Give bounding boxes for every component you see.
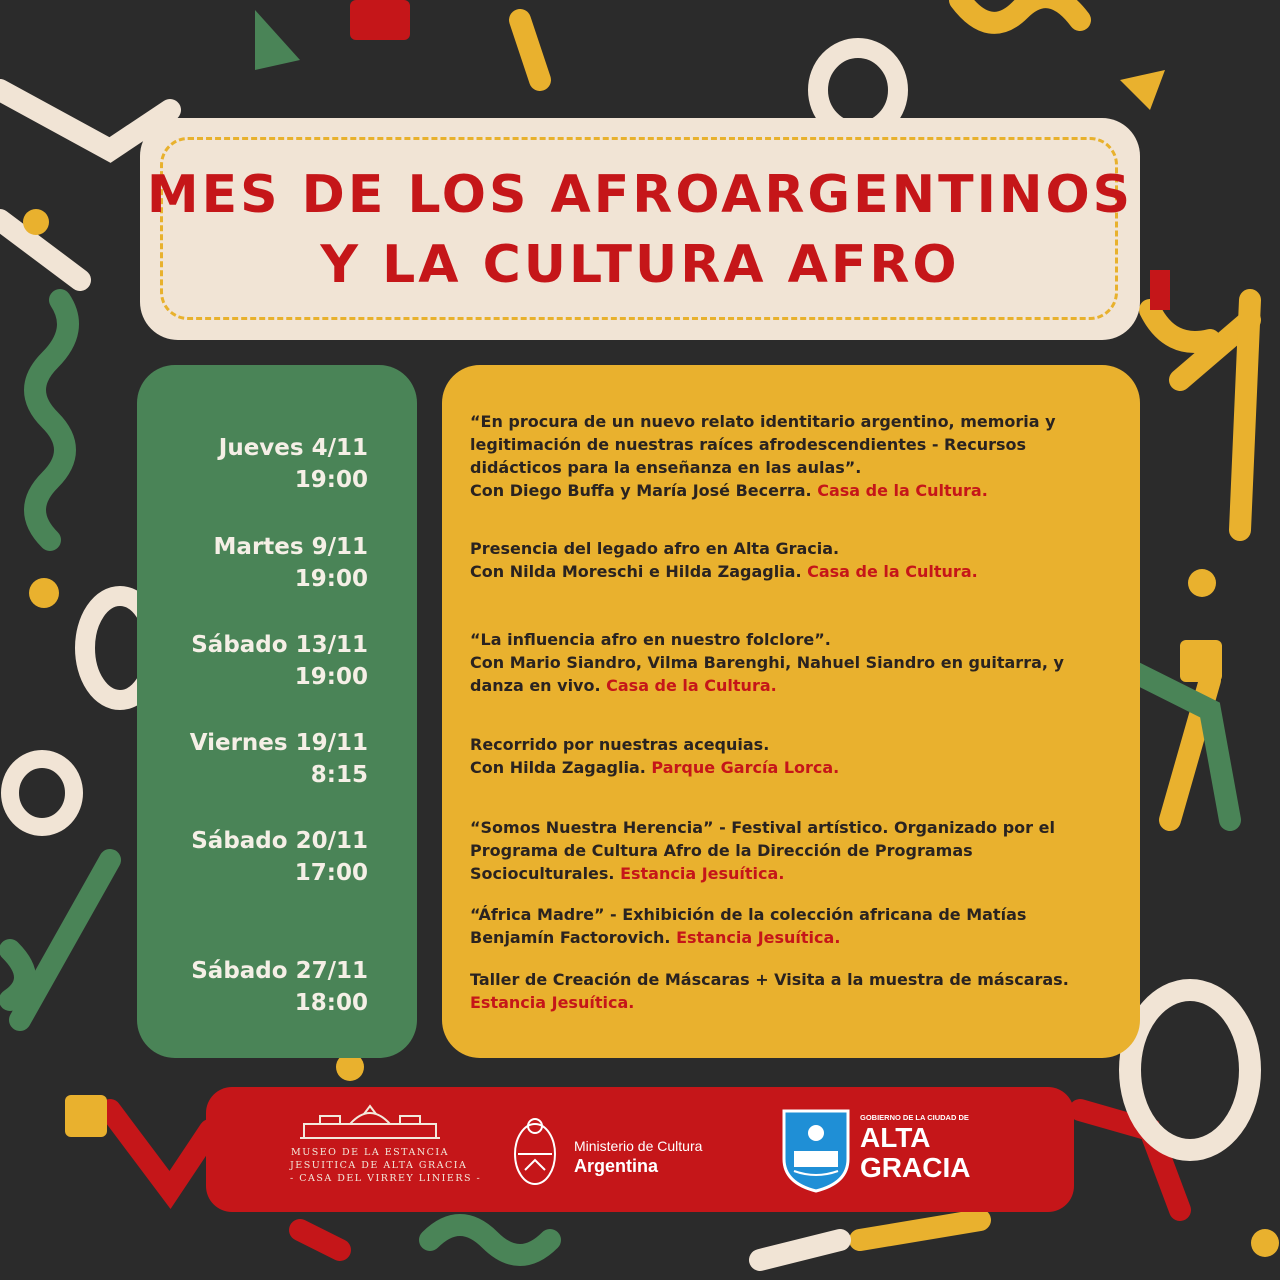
event-item	[470, 628, 1110, 697]
event-location: Casa de la Cultura.	[817, 481, 988, 500]
ring-shape	[1130, 990, 1250, 1150]
event-text: Taller de Creación de Máscaras + Visita a la muestra de máscaras.	[470, 970, 1069, 989]
squiggle-shape	[10, 950, 25, 1000]
date-day: Sábado 13/11	[191, 632, 368, 658]
square-shape	[350, 0, 410, 40]
event-text: “La influencia afro en nuestro folclore”.	[470, 630, 831, 649]
event-people: Con Mario Siandro, Vilma Barenghi, Nahuel Siandro en guitarra, y danza en vivo.	[470, 653, 1064, 695]
squiggle-shape	[1150, 310, 1210, 342]
event-text: “África Madre” - Exhibición de la colección africana de Matías Benjamín Factorovich.	[470, 905, 1027, 947]
date-day: Sábado 27/11	[191, 958, 368, 984]
event-item	[470, 410, 1110, 502]
date-day: Jueves 4/11	[218, 435, 368, 461]
triangle-shape	[1120, 70, 1165, 110]
gobierno-line-2: GRACIA	[860, 1152, 971, 1183]
squiggle-shape	[35, 300, 68, 540]
ministerio-line-1: Ministerio de Cultura	[574, 1138, 703, 1154]
gobierno-name	[860, 1123, 970, 1183]
date-time: 18:00	[294, 990, 368, 1016]
date-day: Sábado 20/11	[191, 828, 368, 854]
event-location: Casa de la Cultura.	[807, 562, 978, 581]
squiggle-shape	[520, 20, 540, 80]
gobierno-line-1: ALTA	[860, 1122, 931, 1153]
event-item	[470, 733, 1110, 779]
square-shape	[65, 1095, 107, 1137]
event-location: Parque García Lorca.	[651, 758, 840, 777]
squiggle-shape	[760, 1240, 840, 1260]
dot-shape	[23, 209, 49, 235]
museo-line-2: JESUITICA DE ALTA GRACIA	[290, 1160, 468, 1171]
square-shape	[1150, 270, 1170, 310]
event-text: “Somos Nuestra Herencia” - Festival artístico. Organizado por el Programa de Cultura Afro de la Dirección de Programas Socioculturales.	[470, 818, 1055, 883]
date-day: Martes 9/11	[213, 534, 368, 560]
dot-shape	[1251, 1229, 1279, 1257]
alta-gracia-logo	[780, 1105, 971, 1195]
squiggle-shape	[860, 1220, 980, 1240]
event-text: Recorrido por nuestras acequias.	[470, 735, 770, 754]
title-line-1: MES DE LOS AFROARGENTINOS	[146, 165, 1134, 225]
event-item	[470, 903, 1110, 949]
event-people: Con Nilda Moreschi e Hilda Zagaglia.	[470, 562, 802, 581]
museo-logo	[290, 1102, 482, 1197]
dot-shape	[1188, 569, 1216, 597]
event-item	[470, 968, 1110, 1014]
date-time: 17:00	[294, 860, 368, 886]
date-day: Viernes 19/11	[189, 730, 368, 756]
schedule-date	[219, 432, 368, 496]
ministerio-line-2: Argentina	[574, 1156, 659, 1176]
argentina-shield-icon	[510, 1112, 560, 1190]
date-time: 19:00	[294, 664, 368, 690]
event-item	[470, 537, 1110, 583]
schedule-date	[191, 629, 368, 693]
schedule-date	[190, 727, 368, 791]
event-people: Con Diego Buffa y María José Becerra.	[470, 481, 812, 500]
schedule-date	[191, 955, 368, 1019]
museo-line-1: MUSEO DE LA ESTANCIA	[290, 1147, 450, 1158]
squiggle-shape	[960, 0, 1080, 23]
event-text: Presencia del legado afro en Alta Gracia.	[470, 539, 840, 558]
dot-shape	[29, 578, 59, 608]
date-time: 8:15	[310, 762, 368, 788]
schedule-date	[191, 825, 368, 889]
museo-line-3: - CASA DEL VIRREY LINIERS -	[290, 1173, 482, 1184]
squiggle-shape	[1080, 1110, 1180, 1210]
page-title	[140, 160, 1140, 300]
city-shield-icon	[780, 1105, 852, 1193]
event-people: Con Hilda Zagaglia.	[470, 758, 646, 777]
squiggle-shape	[430, 1225, 550, 1255]
event-location: Estancia Jesuítica.	[620, 864, 785, 883]
squiggle-shape	[110, 1110, 210, 1190]
squiggle-shape	[20, 860, 110, 1020]
event-location: Estancia Jesuítica.	[470, 993, 635, 1012]
event-item	[470, 816, 1110, 885]
triangle-shape	[255, 10, 300, 70]
event-location: Casa de la Cultura.	[606, 676, 777, 695]
building-icon	[290, 1102, 450, 1142]
date-time: 19:00	[294, 467, 368, 493]
date-time: 19:00	[294, 566, 368, 592]
ministerio-logo	[510, 1112, 703, 1192]
squiggle-shape	[1240, 300, 1250, 530]
event-text: “En procura de un nuevo relato identitario argentino, memoria y legitimación de nuestras raíces afrodescendientes - Recursos didácticos para la enseñanza en las aulas”.	[470, 412, 1056, 477]
event-location: Estancia Jesuítica.	[676, 928, 841, 947]
ring-shape	[10, 759, 74, 827]
title-line-2: Y LA CULTURA AFRO	[320, 235, 960, 295]
gobierno-caption: GOBIERNO DE LA CIUDAD DE	[860, 1113, 969, 1122]
square-shape	[1180, 640, 1222, 682]
schedule-date	[214, 531, 368, 595]
squiggle-shape	[300, 1230, 340, 1250]
